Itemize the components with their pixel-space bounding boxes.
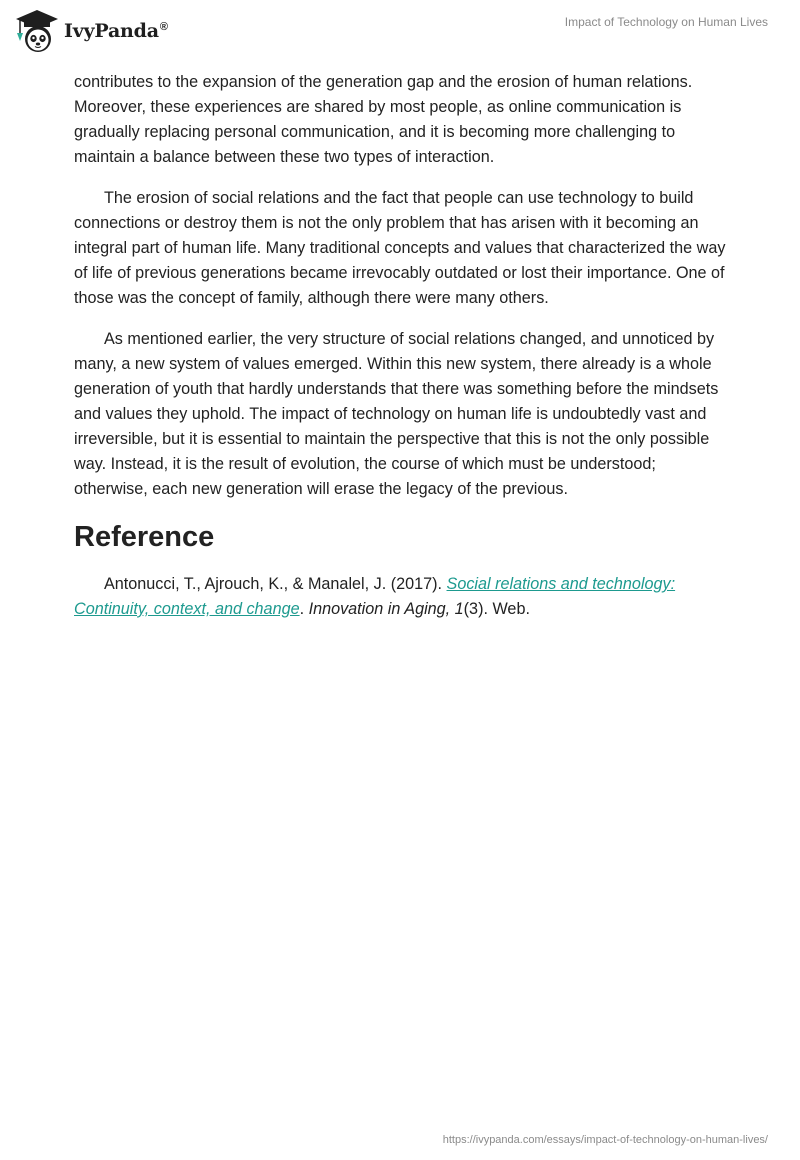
reference-separator: . [299,600,309,618]
brand-name: IvyPanda® [64,20,168,42]
body-paragraph-3: As mentioned earlier, the very structure of social relations changed, and unnoticed by many, a new system of values emerged. Within this new system, there already is a whole generation of youth that hardly understands that there was something before the mindsets and values they uphold. The impact of technology on human life is undoubtedly vast and irreversible, but it is essential to maintain the perspective that this is not the only possible way. Instead, it is the result of evolution, the course of which must be understood; otherwise, each new generation will erase the legacy of the previous. [74,330,719,498]
page-header [0,0,800,64]
registered-mark: ® [159,20,168,33]
reference-heading: Reference [74,521,215,553]
panda-graduate-icon [14,8,60,54]
ivypanda-logo[interactable] [14,8,168,54]
reference-journal: Innovation in Aging, 1 [308,600,464,618]
document-title: Impact of Technology on Human Lives [564,15,768,29]
reference-title-link[interactable]: Social relations and technology: Continuity, context, and change [74,575,676,618]
body-paragraph-1: contributes to the expansion of the generation gap and the erosion of human relations. Moreover, these experiences are shared by most people, as online communication is gradually replacing personal communication, and it is becoming more challenging to maintain a balance between these two types of interaction. [74,73,693,166]
reference-authors: Antonucci, T., Ajrouch, K., & Manalel, J. (2017). [104,575,447,593]
essay-content [74,70,734,638]
body-paragraph-2: The erosion of social relations and the fact that people can use technology to build connections or destroy them is not the only problem that has arisen with it becoming an integral part of human life. Many traditional concepts and values that characterized the way of life of previous generations became irrevocably outdated or lost their importance. One of those was the concept of family, although there were many others. [74,189,726,307]
footer-url: https://ivypanda.com/essays/impact-of-technology-on-human-lives/ [442,1134,768,1146]
reference-issue: (3). Web. [463,600,530,618]
reference-entry [74,572,734,622]
